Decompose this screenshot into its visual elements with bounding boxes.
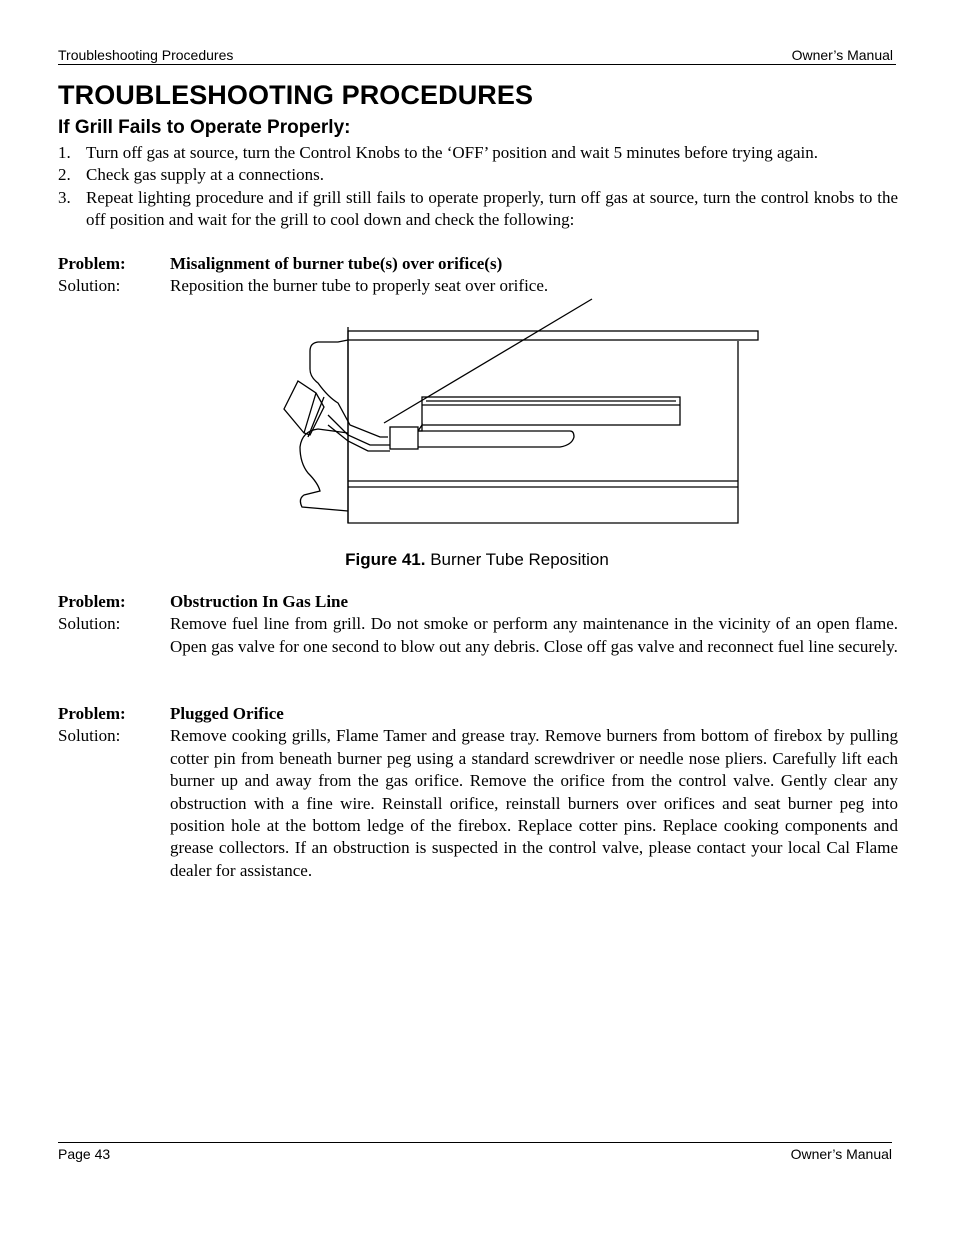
figure-caption [0, 550, 954, 570]
burner-tube-figure [280, 297, 764, 527]
solution-text: Remove cooking grills, Flame Tamer and grease tray. Remove burners from bottom of firebox by pulling cotter pin from beneath burner peg using a standard screwdriver or needle nose pliers. Carefully lift each burner up and away from the gas orifice. Remove the orifice from the control valve. Gently clear any obstruction with a fine wire. Reinstall orifice, reinstall burners over orifices and seat burner peg into position hole at the bottom ledge of the firebox. Replace cotter pins. Replace cooking components and grease collectors. If an obstruction is suspected in the control valve, please contact your local Cal Flame dealer for assistance. [170, 726, 898, 880]
problem-row [58, 253, 898, 275]
running-footer [58, 1142, 892, 1163]
solution-row [58, 275, 898, 297]
step-text: Repeat lighting procedure and if grill still fails to operate properly, turn off gas at source, turn the control knobs to the off position and wait for the grill to cool down and check the following: [86, 187, 898, 230]
section-subtitle: If Grill Fails to Operate Properly: [58, 117, 351, 138]
solution-label: Solution: [58, 726, 121, 746]
solution-text: Reposition the burner tube to properly seat over orifice. [170, 276, 549, 296]
step-number: 2. [58, 165, 71, 185]
problem-label: Problem: [58, 592, 126, 611]
problem-label: Problem: [58, 704, 126, 723]
step-text: Check gas supply at a connections. [86, 165, 324, 185]
solution-row [58, 613, 898, 658]
problem-title: Plugged Orifice [170, 704, 284, 723]
problem-row [58, 591, 898, 613]
header-manual-title: Owner’s Manual [791, 47, 893, 63]
solution-label: Solution: [58, 614, 121, 634]
problem-block-obstruction [58, 591, 898, 658]
grill-body [348, 341, 738, 523]
problem-title: Obstruction In Gas Line [170, 592, 349, 611]
front-panel-lower [300, 429, 348, 511]
figure-caption-text: Burner Tube Reposition [430, 550, 609, 569]
problem-row [58, 703, 898, 725]
list-item [58, 142, 898, 164]
burner-lower-flare [418, 431, 574, 447]
solution-row [58, 725, 898, 882]
page-title: TROUBLESHOOTING PROCEDURES [58, 80, 534, 110]
problem-label: Problem: [58, 254, 126, 273]
solution-text: Remove fuel line from grill. Do not smoke or perform any maintenance in the vicinity of an open flame. Open gas valve for one second to blow out any debris. Close off gas valve and reconnect fuel line securely. [170, 614, 898, 656]
problem-block-misalignment [58, 253, 898, 298]
control-knob [284, 381, 324, 435]
list-item [58, 187, 898, 232]
steps-list [58, 142, 898, 232]
header-section-title: Troubleshooting Procedures [58, 47, 234, 63]
grill-lid-edge [348, 331, 758, 340]
step-number: 3. [58, 187, 71, 207]
step-number: 1. [58, 143, 71, 162]
orifice-fitting [390, 427, 418, 449]
problem-block-plugged-orifice [58, 703, 898, 882]
front-panel-upper [310, 340, 388, 437]
list-item [58, 164, 898, 186]
solution-label: Solution: [58, 276, 121, 296]
footer-manual-title: Owner’s Manual [790, 1146, 892, 1162]
problem-title: Misalignment of burner tube(s) over orifice(s) [170, 254, 503, 273]
page-number: Page 43 [58, 1146, 111, 1162]
figure-label: Figure 41. [345, 550, 426, 569]
running-header [58, 47, 896, 65]
step-text: Turn off gas at source, turn the Control Knobs to the ‘OFF’ position and wait 5 minutes before trying again. [86, 143, 819, 162]
